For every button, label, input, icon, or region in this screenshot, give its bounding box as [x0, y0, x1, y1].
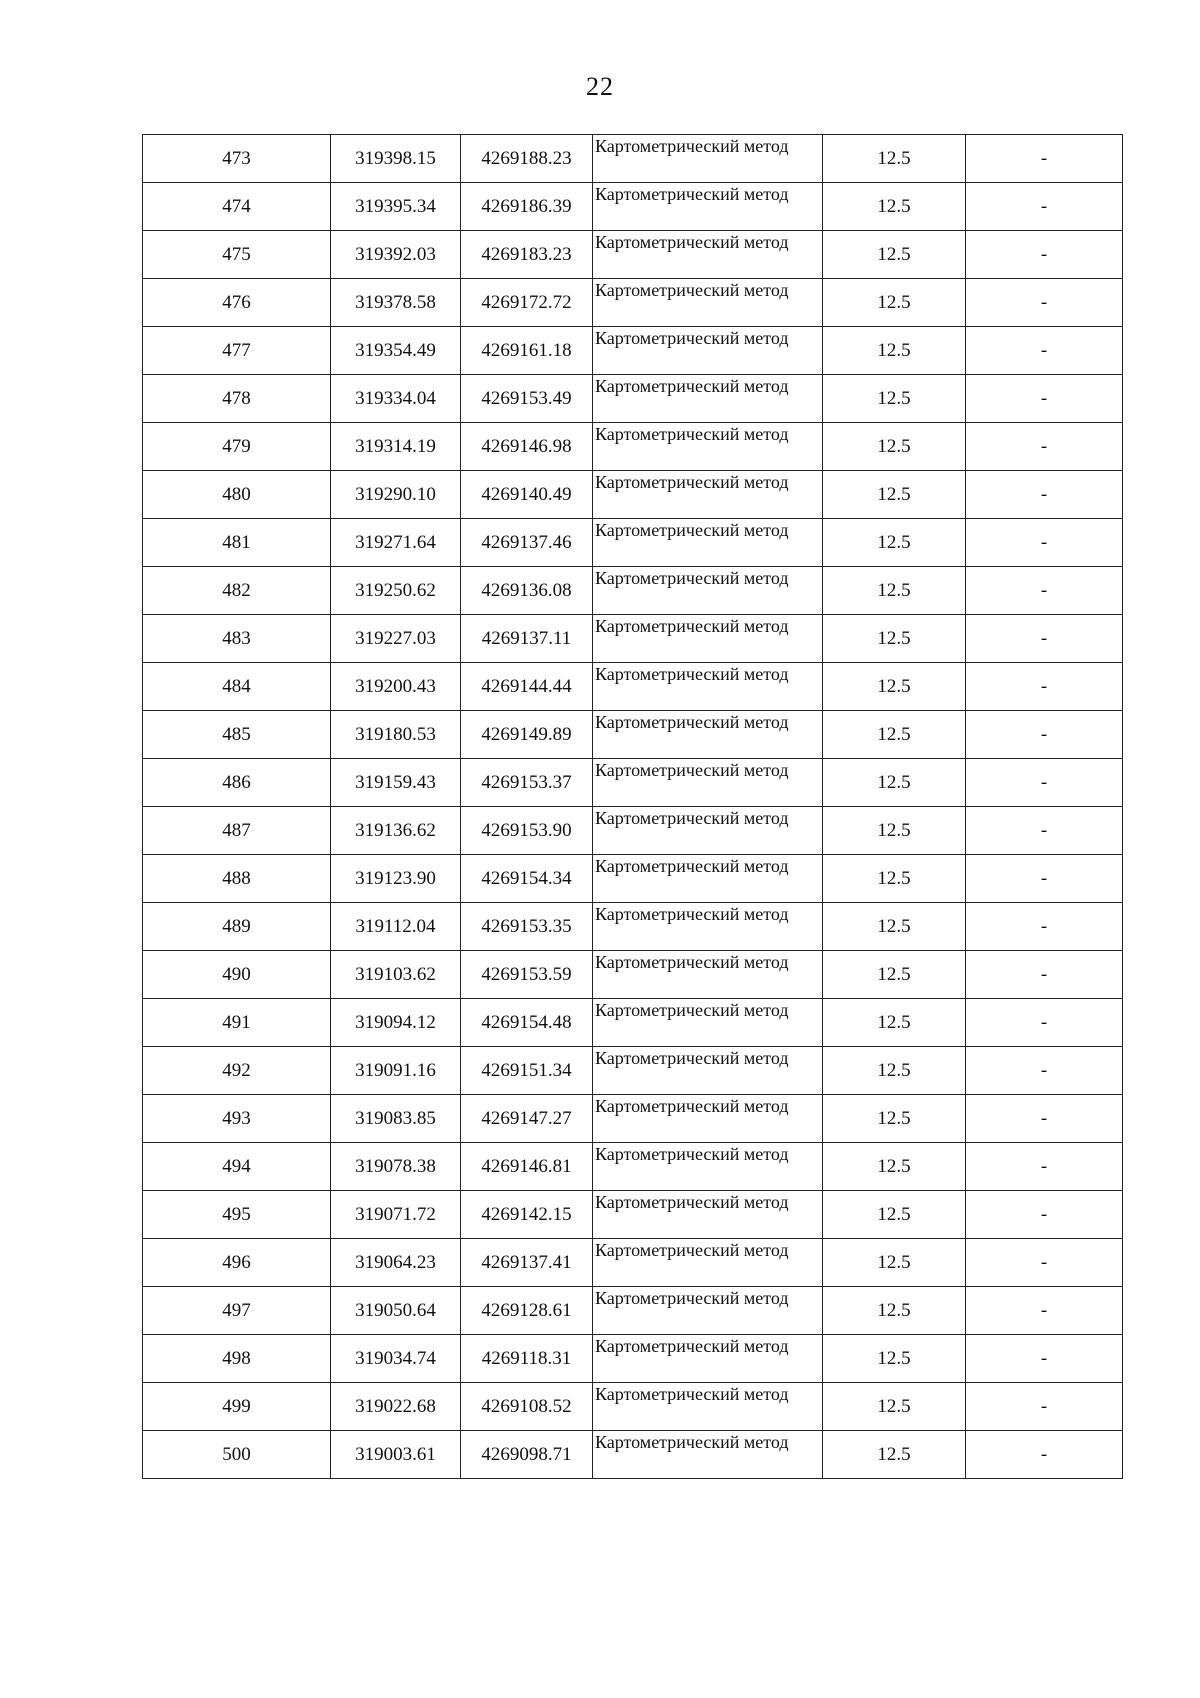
table-row — [143, 471, 1123, 519]
point-number-cell: 483 — [143, 615, 331, 663]
accuracy-cell: 12.5 — [823, 135, 966, 183]
table-row — [143, 1239, 1123, 1287]
x-coordinate-cell: 319064.23 — [331, 1239, 461, 1287]
x-coordinate-cell: 319354.49 — [331, 327, 461, 375]
note-cell: - — [966, 1335, 1123, 1383]
method-cell: Картометрический метод — [593, 615, 823, 663]
point-number-cell: 490 — [143, 951, 331, 999]
accuracy-cell: 12.5 — [823, 519, 966, 567]
method-cell: Картометрический метод — [593, 471, 823, 519]
y-coordinate-cell: 4269137.41 — [461, 1239, 593, 1287]
x-coordinate-cell: 319395.34 — [331, 183, 461, 231]
method-cell: Картометрический метод — [593, 423, 823, 471]
x-coordinate-cell: 319378.58 — [331, 279, 461, 327]
x-coordinate-cell: 319103.62 — [331, 951, 461, 999]
note-cell: - — [966, 1095, 1123, 1143]
point-number-cell: 484 — [143, 663, 331, 711]
point-number-cell: 486 — [143, 759, 331, 807]
accuracy-cell: 12.5 — [823, 807, 966, 855]
y-coordinate-cell: 4269153.90 — [461, 807, 593, 855]
point-number-cell: 479 — [143, 423, 331, 471]
method-cell: Картометрический метод — [593, 759, 823, 807]
y-coordinate-cell: 4269188.23 — [461, 135, 593, 183]
table-row — [143, 135, 1123, 183]
method-cell: Картометрический метод — [593, 951, 823, 999]
y-coordinate-cell: 4269137.46 — [461, 519, 593, 567]
method-cell: Картометрический метод — [593, 711, 823, 759]
table-row — [143, 1335, 1123, 1383]
table-row — [143, 663, 1123, 711]
x-coordinate-cell: 319034.74 — [331, 1335, 461, 1383]
x-coordinate-cell: 319250.62 — [331, 567, 461, 615]
note-cell: - — [966, 1191, 1123, 1239]
point-number-cell: 485 — [143, 711, 331, 759]
accuracy-cell: 12.5 — [823, 663, 966, 711]
table-row — [143, 807, 1123, 855]
method-cell: Картометрический метод — [593, 1143, 823, 1191]
y-coordinate-cell: 4269118.31 — [461, 1335, 593, 1383]
x-coordinate-cell: 319290.10 — [331, 471, 461, 519]
table-row — [143, 279, 1123, 327]
note-cell: - — [966, 279, 1123, 327]
y-coordinate-cell: 4269140.49 — [461, 471, 593, 519]
x-coordinate-cell: 319003.61 — [331, 1431, 461, 1479]
note-cell: - — [966, 663, 1123, 711]
note-cell: - — [966, 807, 1123, 855]
note-cell: - — [966, 615, 1123, 663]
y-coordinate-cell: 4269146.98 — [461, 423, 593, 471]
note-cell: - — [966, 1047, 1123, 1095]
x-coordinate-cell: 319136.62 — [331, 807, 461, 855]
x-coordinate-cell: 319200.43 — [331, 663, 461, 711]
note-cell: - — [966, 1431, 1123, 1479]
note-cell: - — [966, 759, 1123, 807]
table-row — [143, 999, 1123, 1047]
y-coordinate-cell: 4269172.72 — [461, 279, 593, 327]
note-cell: - — [966, 1383, 1123, 1431]
note-cell: - — [966, 1287, 1123, 1335]
method-cell: Картометрический метод — [593, 903, 823, 951]
x-coordinate-cell: 319227.03 — [331, 615, 461, 663]
point-number-cell: 478 — [143, 375, 331, 423]
note-cell: - — [966, 1239, 1123, 1287]
note-cell: - — [966, 183, 1123, 231]
table-row — [143, 1095, 1123, 1143]
note-cell: - — [966, 423, 1123, 471]
x-coordinate-cell: 319112.04 — [331, 903, 461, 951]
method-cell: Картометрический метод — [593, 183, 823, 231]
x-coordinate-cell: 319398.15 — [331, 135, 461, 183]
method-cell: Картометрический метод — [593, 663, 823, 711]
table-row — [143, 519, 1123, 567]
method-cell: Картометрический метод — [593, 1287, 823, 1335]
accuracy-cell: 12.5 — [823, 1239, 966, 1287]
method-cell: Картометрический метод — [593, 1191, 823, 1239]
point-number-cell: 488 — [143, 855, 331, 903]
method-cell: Картометрический метод — [593, 231, 823, 279]
note-cell: - — [966, 951, 1123, 999]
table-row — [143, 231, 1123, 279]
point-number-cell: 474 — [143, 183, 331, 231]
x-coordinate-cell: 319271.64 — [331, 519, 461, 567]
point-number-cell: 494 — [143, 1143, 331, 1191]
method-cell: Картометрический метод — [593, 1239, 823, 1287]
note-cell: - — [966, 567, 1123, 615]
method-cell: Картометрический метод — [593, 1431, 823, 1479]
method-cell: Картометрический метод — [593, 999, 823, 1047]
y-coordinate-cell: 4269186.39 — [461, 183, 593, 231]
note-cell: - — [966, 519, 1123, 567]
table-row — [143, 615, 1123, 663]
x-coordinate-cell: 319083.85 — [331, 1095, 461, 1143]
point-number-cell: 476 — [143, 279, 331, 327]
accuracy-cell: 12.5 — [823, 279, 966, 327]
note-cell: - — [966, 471, 1123, 519]
method-cell: Картометрический метод — [593, 327, 823, 375]
x-coordinate-cell: 319392.03 — [331, 231, 461, 279]
point-number-cell: 498 — [143, 1335, 331, 1383]
accuracy-cell: 12.5 — [823, 1191, 966, 1239]
accuracy-cell: 12.5 — [823, 231, 966, 279]
point-number-cell: 480 — [143, 471, 331, 519]
table-row — [143, 423, 1123, 471]
method-cell: Картометрический метод — [593, 135, 823, 183]
note-cell: - — [966, 903, 1123, 951]
point-number-cell: 497 — [143, 1287, 331, 1335]
table-row — [143, 1287, 1123, 1335]
accuracy-cell: 12.5 — [823, 999, 966, 1047]
y-coordinate-cell: 4269161.18 — [461, 327, 593, 375]
accuracy-cell: 12.5 — [823, 711, 966, 759]
x-coordinate-cell: 319180.53 — [331, 711, 461, 759]
table-row — [143, 567, 1123, 615]
method-cell: Картометрический метод — [593, 1335, 823, 1383]
table-row — [143, 855, 1123, 903]
accuracy-cell: 12.5 — [823, 1095, 966, 1143]
y-coordinate-cell: 4269153.37 — [461, 759, 593, 807]
note-cell: - — [966, 375, 1123, 423]
accuracy-cell: 12.5 — [823, 1383, 966, 1431]
accuracy-cell: 12.5 — [823, 183, 966, 231]
x-coordinate-cell: 319123.90 — [331, 855, 461, 903]
accuracy-cell: 12.5 — [823, 1335, 966, 1383]
table-row — [143, 1431, 1123, 1479]
note-cell: - — [966, 855, 1123, 903]
coordinates-table — [142, 134, 1123, 1479]
y-coordinate-cell: 4269136.08 — [461, 567, 593, 615]
method-cell: Картометрический метод — [593, 519, 823, 567]
method-cell: Картометрический метод — [593, 375, 823, 423]
table-row — [143, 903, 1123, 951]
table-row — [143, 183, 1123, 231]
x-coordinate-cell: 319091.16 — [331, 1047, 461, 1095]
accuracy-cell: 12.5 — [823, 567, 966, 615]
accuracy-cell: 12.5 — [823, 1047, 966, 1095]
point-number-cell: 489 — [143, 903, 331, 951]
table-row — [143, 951, 1123, 999]
note-cell: - — [966, 1143, 1123, 1191]
accuracy-cell: 12.5 — [823, 327, 966, 375]
note-cell: - — [966, 999, 1123, 1047]
accuracy-cell: 12.5 — [823, 951, 966, 999]
x-coordinate-cell: 319050.64 — [331, 1287, 461, 1335]
point-number-cell: 492 — [143, 1047, 331, 1095]
x-coordinate-cell: 319159.43 — [331, 759, 461, 807]
point-number-cell: 477 — [143, 327, 331, 375]
point-number-cell: 495 — [143, 1191, 331, 1239]
method-cell: Картометрический метод — [593, 567, 823, 615]
table-row — [143, 1191, 1123, 1239]
y-coordinate-cell: 4269142.15 — [461, 1191, 593, 1239]
point-number-cell: 491 — [143, 999, 331, 1047]
point-number-cell: 499 — [143, 1383, 331, 1431]
method-cell: Картометрический метод — [593, 1383, 823, 1431]
accuracy-cell: 12.5 — [823, 759, 966, 807]
accuracy-cell: 12.5 — [823, 423, 966, 471]
x-coordinate-cell: 319334.04 — [331, 375, 461, 423]
note-cell: - — [966, 327, 1123, 375]
table-row — [143, 1143, 1123, 1191]
y-coordinate-cell: 4269149.89 — [461, 711, 593, 759]
point-number-cell: 496 — [143, 1239, 331, 1287]
y-coordinate-cell: 4269154.34 — [461, 855, 593, 903]
y-coordinate-cell: 4269144.44 — [461, 663, 593, 711]
point-number-cell: 473 — [143, 135, 331, 183]
x-coordinate-cell: 319094.12 — [331, 999, 461, 1047]
y-coordinate-cell: 4269153.59 — [461, 951, 593, 999]
table-row — [143, 375, 1123, 423]
y-coordinate-cell: 4269128.61 — [461, 1287, 593, 1335]
y-coordinate-cell: 4269153.35 — [461, 903, 593, 951]
x-coordinate-cell: 319071.72 — [331, 1191, 461, 1239]
y-coordinate-cell: 4269098.71 — [461, 1431, 593, 1479]
y-coordinate-cell: 4269147.27 — [461, 1095, 593, 1143]
x-coordinate-cell: 319314.19 — [331, 423, 461, 471]
accuracy-cell: 12.5 — [823, 471, 966, 519]
y-coordinate-cell: 4269146.81 — [461, 1143, 593, 1191]
coordinates-table-body — [143, 135, 1123, 1479]
y-coordinate-cell: 4269108.52 — [461, 1383, 593, 1431]
table-row — [143, 1383, 1123, 1431]
method-cell: Картометрический метод — [593, 807, 823, 855]
accuracy-cell: 12.5 — [823, 375, 966, 423]
table-row — [143, 759, 1123, 807]
point-number-cell: 481 — [143, 519, 331, 567]
point-number-cell: 475 — [143, 231, 331, 279]
table-row — [143, 1047, 1123, 1095]
accuracy-cell: 12.5 — [823, 1143, 966, 1191]
note-cell: - — [966, 711, 1123, 759]
point-number-cell: 500 — [143, 1431, 331, 1479]
accuracy-cell: 12.5 — [823, 1431, 966, 1479]
x-coordinate-cell: 319078.38 — [331, 1143, 461, 1191]
note-cell: - — [966, 135, 1123, 183]
method-cell: Картометрический метод — [593, 1095, 823, 1143]
method-cell: Картометрический метод — [593, 1047, 823, 1095]
point-number-cell: 482 — [143, 567, 331, 615]
y-coordinate-cell: 4269153.49 — [461, 375, 593, 423]
page-number: 22 — [586, 72, 614, 101]
accuracy-cell: 12.5 — [823, 615, 966, 663]
accuracy-cell: 12.5 — [823, 1287, 966, 1335]
point-number-cell: 487 — [143, 807, 331, 855]
table-row — [143, 327, 1123, 375]
accuracy-cell: 12.5 — [823, 903, 966, 951]
y-coordinate-cell: 4269183.23 — [461, 231, 593, 279]
method-cell: Картометрический метод — [593, 279, 823, 327]
y-coordinate-cell: 4269137.11 — [461, 615, 593, 663]
table-row — [143, 711, 1123, 759]
y-coordinate-cell: 4269154.48 — [461, 999, 593, 1047]
point-number-cell: 493 — [143, 1095, 331, 1143]
accuracy-cell: 12.5 — [823, 855, 966, 903]
method-cell: Картометрический метод — [593, 855, 823, 903]
y-coordinate-cell: 4269151.34 — [461, 1047, 593, 1095]
note-cell: - — [966, 231, 1123, 279]
x-coordinate-cell: 319022.68 — [331, 1383, 461, 1431]
